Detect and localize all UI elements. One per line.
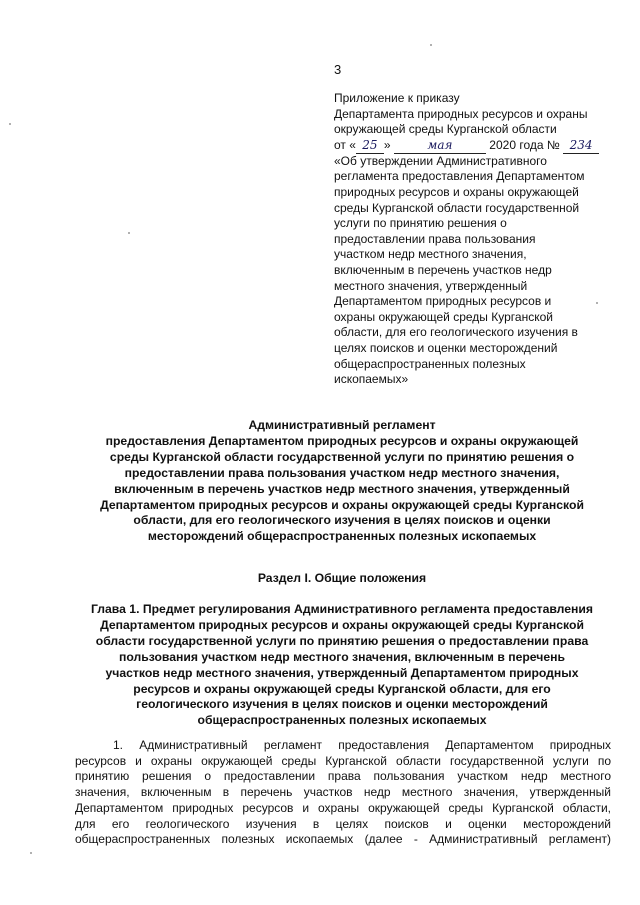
chapter-line: Глава 1. Предмет регулирования Административного регламента предоставления <box>90 602 594 616</box>
appendix-line: общераспространенных полезных <box>334 356 526 371</box>
scan-speck <box>30 852 32 854</box>
title-line: области, для его геологического изучения в целях поисков и оценки <box>133 513 551 528</box>
section-heading: Раздел I. Общие положения <box>257 571 427 585</box>
paragraph-line: для его геологического изучения в целях поисков и оценки месторождений <box>75 816 611 831</box>
chapter-line: участков недр местного значения, утвержденный Департаментом природных <box>105 665 579 680</box>
appendix-line: предоставлении права пользования <box>334 231 536 246</box>
handwritten-doc-number: 234 <box>563 139 599 154</box>
appendix-line: услуги по принятию решения о <box>334 216 507 231</box>
title-line: предоставления Департаментом природных ресурсов и охраны окружающей <box>105 433 579 448</box>
title-line: месторождений общераспространенных полезных ископаемых <box>147 529 537 544</box>
title-line: предоставлении права пользования участком недр местного значения, <box>124 465 560 480</box>
document-title <box>60 418 624 545</box>
title-line: Административный регламент <box>248 418 436 432</box>
title-line: среды Курганской области государственной услуги по принятию решения о <box>109 449 575 464</box>
appendix-line: области, для его геологического изучения в <box>334 325 578 340</box>
chapter-line: Департаментом природных ресурсов и охраны окружающей среды Курганской <box>100 617 584 632</box>
scan-speck <box>430 44 432 46</box>
chapter-line: ресурсов и охраны окружающей среды Курганской области, для его <box>133 681 551 696</box>
appendix-line: среды Курганской области государственной <box>334 200 580 215</box>
paragraph-line: общераспространенных полезных ископаемых (далее - Административный регламент) <box>75 832 611 847</box>
title-line: Департаментом природных ресурсов и охраны окружающей среды Курганской <box>100 497 584 512</box>
handwritten-day: 25 <box>356 139 384 154</box>
appendix-line: Приложение к приказу <box>334 91 460 105</box>
scan-speck <box>9 123 11 125</box>
date-year-text: 2020 года № <box>489 137 560 152</box>
appendix-line: природных ресурсов и охраны окружающей <box>334 184 579 199</box>
scan-speck <box>128 232 130 234</box>
appendix-line: местного значения, утвержденный <box>334 278 528 293</box>
chapter-line: геологического изучения в целях поисков и оценки месторождений <box>136 697 548 712</box>
paragraph-1 <box>75 738 611 848</box>
title-line: включенным в перечень участков недр местного значения, утвержденный <box>114 481 570 496</box>
chapter-line: общераспространенных полезных ископаемых <box>197 713 487 728</box>
chapter-line: пользования участком недр местного значения, включенным в перечень <box>119 649 565 664</box>
paragraph-line: ресурсов и охраны окружающей среды Курганской области государственной услуги по <box>75 753 611 768</box>
page-number: 3 <box>334 62 342 77</box>
date-prefix: от « <box>334 137 356 152</box>
appendix-line: окружающей среды Курганской области <box>334 122 557 137</box>
paragraph-line: Департаментом природных ресурсов и охраны окружающей среды Курганской области, <box>75 800 611 815</box>
appendix-line: целях поисков и оценки месторождений <box>334 340 558 355</box>
appendix-line: Департамента природных ресурсов и охраны <box>334 106 588 121</box>
appendix-date-line <box>334 138 610 154</box>
appendix-line: «Об утверждении Административного <box>334 153 547 168</box>
appendix-block <box>334 91 610 388</box>
paragraph-line: принятию решения о предоставлении права пользования участком недр местного <box>75 769 611 784</box>
scan-speck <box>596 302 598 304</box>
chapter-heading <box>60 602 624 729</box>
paragraph-line: значения, включенным в перечень участков недр местного значения, утвержденный <box>75 785 611 800</box>
appendix-line: участком недр местного значения, <box>334 247 527 262</box>
appendix-line: Департаментом природных ресурсов и <box>334 294 552 309</box>
date-mid: » <box>383 137 391 152</box>
appendix-line: включенным в перечень участков недр <box>334 262 552 277</box>
paragraph-line: 1. Административный регламент предоставления Департаментом природных <box>113 738 611 752</box>
handwritten-month: мая <box>394 139 486 154</box>
appendix-line: охраны окружающей среды Курганской <box>334 309 553 324</box>
chapter-line: области государственной услуги по принятию решения о предоставлении права <box>95 633 589 648</box>
appendix-line: ископаемых» <box>334 372 409 387</box>
appendix-line: регламента предоставления Департаментом <box>334 169 585 184</box>
